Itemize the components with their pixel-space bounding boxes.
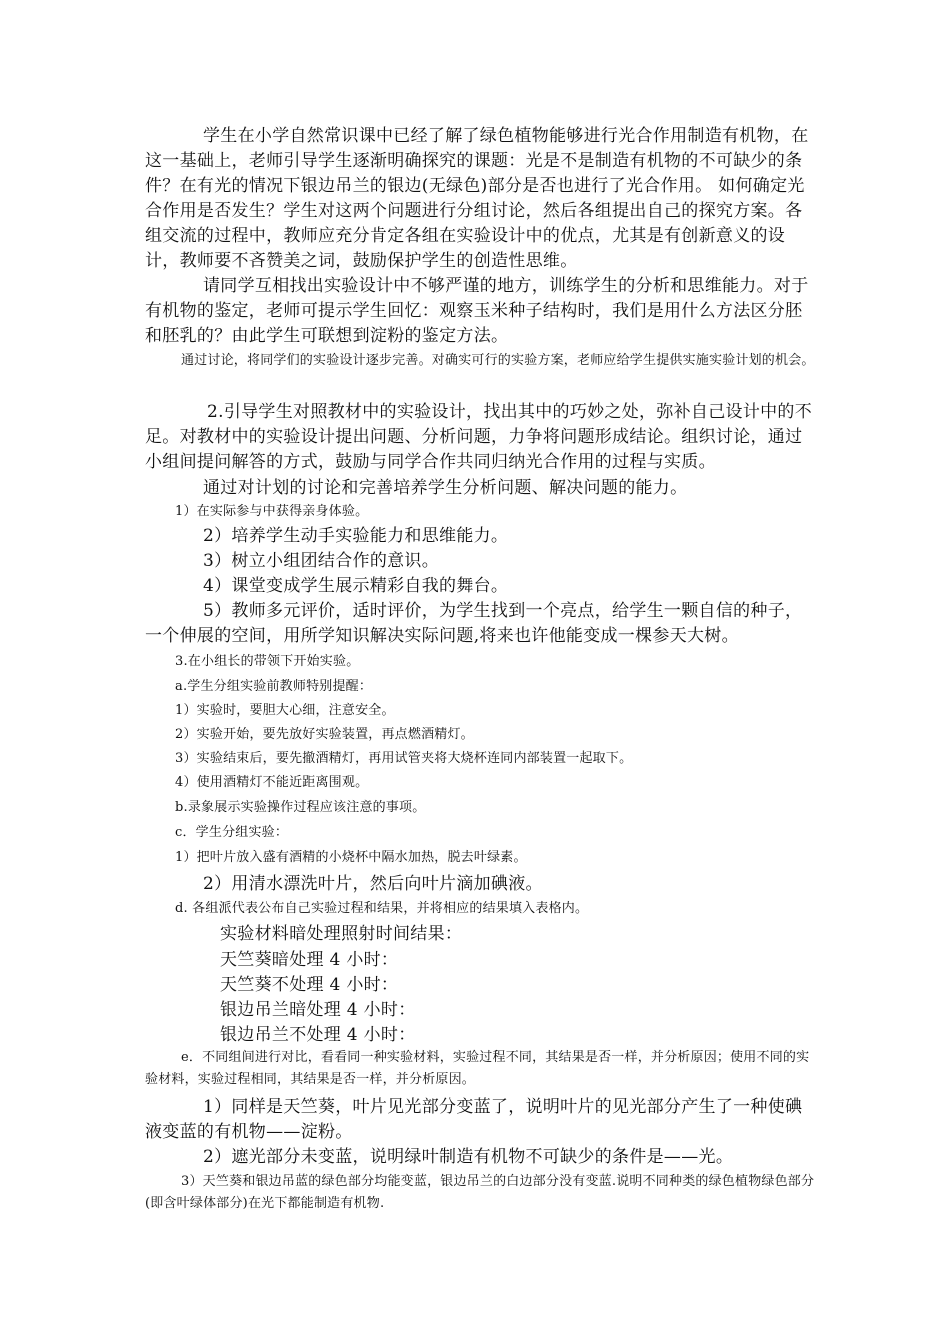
list-item: 1）同样是天竺葵，叶片见光部分变蓝了，说明叶片的见光部分产生了一种使碘液变蓝的有机物——淀粉。 (145, 1097, 803, 1142)
list-item: 3）实验结束后，要先撤酒精灯，再用试管夹将大烧杯连同内部装置一起取下。 (175, 751, 633, 766)
paragraph-compare: e．不同组间进行对比，看看同一种实验材料，实验过程不同，其结果是否一样，并分析原因；使用不同的实验材料，实验过程相同，其结果是否一样，并分析原因。 (145, 1050, 810, 1087)
paragraph-plan-goal: 通过对计划的讨论和完善培养学生分析问题、解决问题的能力。 (203, 478, 688, 498)
table-header: 实验材料暗处理照射时间结果： (220, 924, 463, 944)
list-heading: a.学生分组实验前教师特别提醒： (175, 679, 373, 694)
table-row: 银边吊兰不处理 4 小时： (220, 1025, 416, 1045)
list-item: 4）使用酒精灯不能近距离围观。 (175, 775, 369, 790)
list-item: 2）实验开始，要先放好实验装置，再点燃酒精灯。 (175, 727, 474, 742)
paragraph-peer-review: 请同学互相找出实验设计中不够严谨的地方，训练学生的分析和思维能力。对于有机物的鉴定，老师可提示学生回忆：观察玉米种子结构时，我们是用什么方法区分胚和胚乳的？由此学生可联想到淀粉的鉴定方法。 (145, 276, 809, 346)
paragraph-step-2: 2.引导学生对照教材中的实验设计，找出其中的巧妙之处，弥补自己设计中的不足。对教材中的实验设计提出问题、分析问题，力争将问题形成结论。组织讨论，通过小组间提问解答的方式，鼓励与同学合作共同归纳光合作用的过程与实质。 (145, 402, 813, 472)
list-item: 3）树立小组团结合作的意识。 (203, 551, 440, 571)
list-item: 4）课堂变成学生展示精彩自我的舞台。 (203, 576, 509, 596)
list-item: 2）遮光部分未变蓝，说明绿叶制造有机物不可缺少的条件是——光。 (203, 1147, 734, 1167)
list-item: 2）培养学生动手实验能力和思维能力。 (203, 526, 509, 546)
table-row: 银边吊兰暗处理 4 小时： (220, 1000, 416, 1020)
table-row: 天竺葵不处理 4 小时： (220, 975, 399, 995)
paragraph-intro: 学生在小学自然常识课中已经了解了绿色植物能够进行光合作用制造有机物，在这一基础上，老师引导学生逐渐明确探究的课题：光是不是制造有机物的不可缺少的条件？在有光的情况下银边吊兰的银边(无绿色)部分是否也进行了光合作用。 如何确定光合作用是否发生？学生对这两个问题进行分组讨论，然后各组提出自己的探究方案。各组交流的过程中，教师应充分肯定各组在实验设计中的优点，尤其是有创新意义的设计，教师要不吝赞美之词，鼓励保护学生的创造性思维。 (145, 126, 809, 271)
paragraph-discussion: 通过讨论，将同学们的实验设计逐步完善。对确实可行的实验方案，老师应给学生提供实施实验计划的机会。 (181, 353, 815, 368)
list-heading: c．学生分组实验： (175, 825, 289, 840)
list-item: 1）在实际参与中获得亲身体验。 (175, 504, 369, 519)
list-heading: b.录象展示实验操作过程应该注意的事项。 (175, 800, 426, 815)
list-item: 3）天竺葵和银边吊蓝的绿色部分均能变蓝，银边吊兰的白边部分没有变蓝.说明不同种类的绿色植物绿色部分(即含叶绿体部分)在光下都能制造有机物. (145, 1174, 815, 1211)
list-item: 1）把叶片放入盛有酒精的小烧杯中隔水加热，脱去叶绿素。 (175, 850, 527, 865)
paragraph-step-3: 3.在小组长的带领下开始实验。 (175, 654, 360, 669)
list-heading: d. 各组派代表公布自己实验过程和结果，并将相应的结果填入表格内。 (175, 901, 589, 916)
list-item: 5）教师多元评价，适时评价，为学生找到一个亮点，给学生一颗自信的种子，一个伸展的空间，用所学知识解决实际问题,将来也许他能变成一棵参天大树。 (145, 601, 803, 646)
list-item: 1）实验时，要胆大心细，注意安全。 (175, 703, 395, 718)
table-row: 天竺葵暗处理 4 小时： (220, 950, 399, 970)
list-item: 2）用清水漂洗叶片，然后向叶片滴加碘液。 (203, 874, 543, 894)
